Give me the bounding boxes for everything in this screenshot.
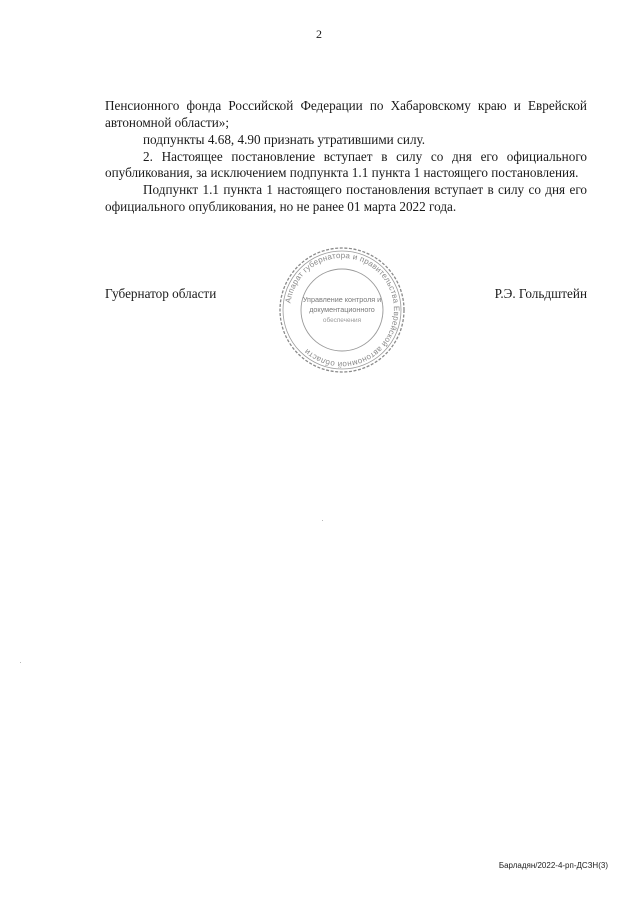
- scan-speck: [20, 662, 21, 663]
- document-footer-code: Барладян/2022-4-рп-ДСЗН(3): [498, 861, 608, 870]
- official-seal-stamp: [276, 244, 408, 376]
- seal-inner-line-3: обеспечения: [322, 317, 362, 324]
- document-body: [105, 98, 587, 215]
- signatory-name: Р.Э. Гольдштейн: [494, 286, 587, 301]
- scan-speck: [322, 520, 323, 521]
- paragraph-subitem-exception: Подпункт 1.1 пункта 1 настоящего постановления вступает в силу со дня его официального опубликования, но не ранее 01 марта 2022 года.: [105, 181, 587, 214]
- signatory-title: Губернатор области: [105, 286, 217, 301]
- seal-inner-line-1: Управление контроля и: [302, 295, 382, 304]
- paragraph-effective-date: 2. Настоящее постановление вступает в силу со дня его официального опубликования, за исключением подпункта 1.1 пункта 1 настоящего постановления.: [105, 148, 587, 181]
- paragraph-continuation: Пенсионного фонда Российской Федерации по Хабаровскому краю и Еврейской автономной области»;: [105, 98, 587, 130]
- page-number: 2: [316, 27, 322, 41]
- seal-outer-text: Аппарат губернатора и правительства Еврейской автономной области: [283, 250, 402, 370]
- paragraph-subitems: подпункты 4.68, 4.90 признать утратившими силу.: [143, 132, 426, 148]
- seal-inner-line-2: документационного: [309, 305, 375, 314]
